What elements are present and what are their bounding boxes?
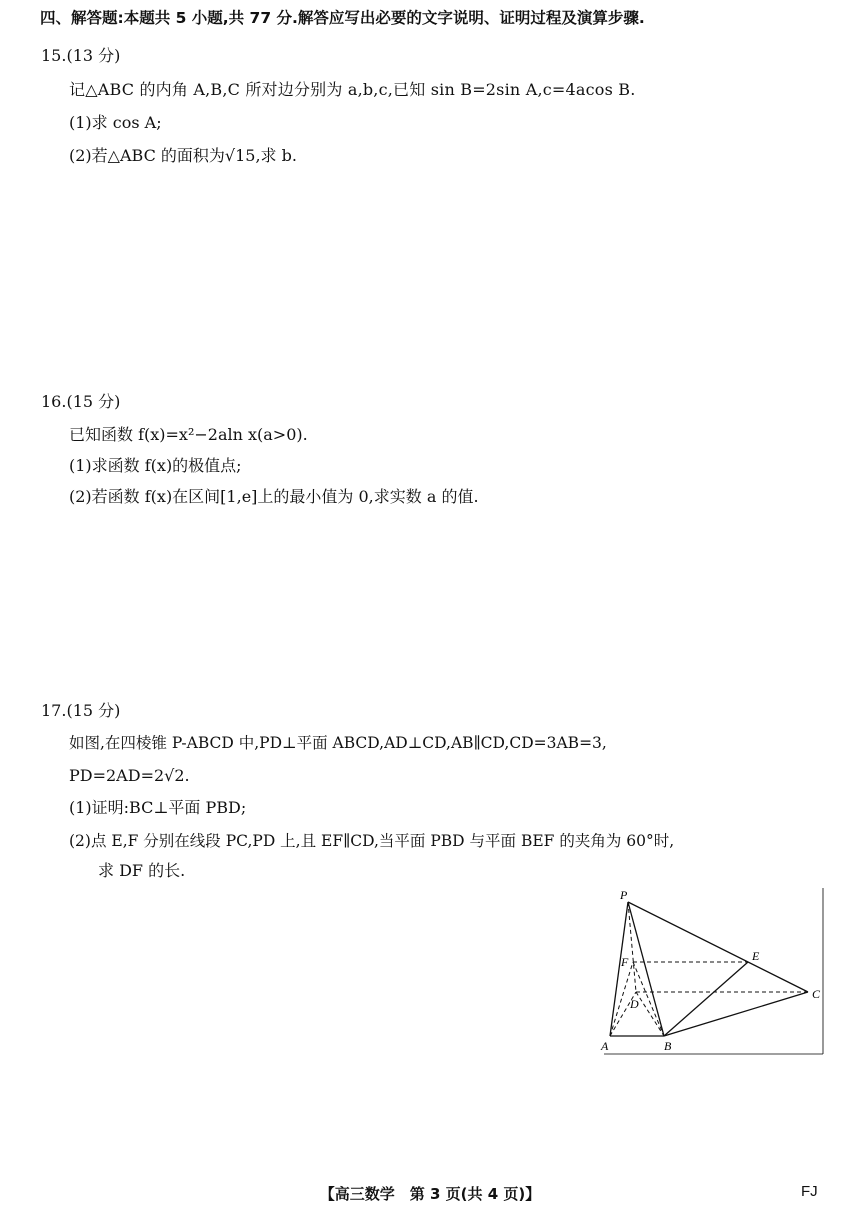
label-b: B	[664, 1039, 672, 1053]
label-a: A	[601, 1039, 609, 1053]
edge-pb	[628, 902, 664, 1036]
problem-17-part-2-cont: 求 DF 的长.	[98, 861, 186, 880]
problem-17-part-1: (1)证明:BC⊥平面 PBD;	[69, 798, 247, 817]
label-p: P	[620, 888, 628, 902]
edge-pa	[610, 902, 628, 1036]
problem-16-part-1: (1)求函数 f(x)的极值点;	[69, 456, 242, 475]
edge-bc	[664, 992, 808, 1036]
problem-15-statement: 记△ABC 的内角 A,B,C 所对边分别为 a,b,c,已知 sin B=2sin A,c=4acos B.	[69, 80, 636, 99]
label-c: C	[812, 987, 821, 1001]
problem-15-part-2: (2)若△ABC 的面积为√15,求 b.	[69, 146, 297, 165]
label-f: F	[621, 955, 629, 969]
problem-15-number: 15.(13 分)	[41, 46, 121, 65]
problem-17-statement-1: 如图,在四棱锥 P-ABCD 中,PD⊥平面 ABCD,AD⊥CD,AB∥CD,CD=3AB=3,	[69, 734, 607, 752]
label-d: D	[630, 997, 639, 1011]
footer-page-info: 【高三数学 第 3 页(共 4 页)】	[319, 1185, 541, 1203]
footer-code: FJ	[801, 1183, 818, 1200]
pyramid-figure	[596, 884, 828, 1062]
problem-16-number: 16.(15 分)	[41, 392, 121, 411]
label-e: E	[752, 949, 760, 963]
problem-17-part-2: (2)点 E,F 分别在线段 PC,PD 上,且 EF∥CD,当平面 PBD 与平面 BEF 的夹角为 60°时,	[69, 832, 675, 850]
edge-pc	[628, 902, 808, 992]
edge-db	[636, 992, 664, 1036]
problem-16-part-2: (2)若函数 f(x)在区间[1,e]上的最小值为 0,求实数 a 的值.	[69, 487, 479, 506]
problem-17-statement-2: PD=2AD=2√2.	[69, 766, 190, 785]
problem-16-statement: 已知函数 f(x)=x²−2aln x(a>0).	[69, 425, 308, 444]
edge-be	[664, 962, 748, 1036]
problem-17-number: 17.(15 分)	[41, 701, 121, 720]
problem-15-part-1: (1)求 cos A;	[69, 113, 162, 132]
section-header: 四、解答题:本题共 5 小题,共 77 分.解答应写出必要的文字说明、证明过程及演算步骤.	[40, 9, 645, 27]
